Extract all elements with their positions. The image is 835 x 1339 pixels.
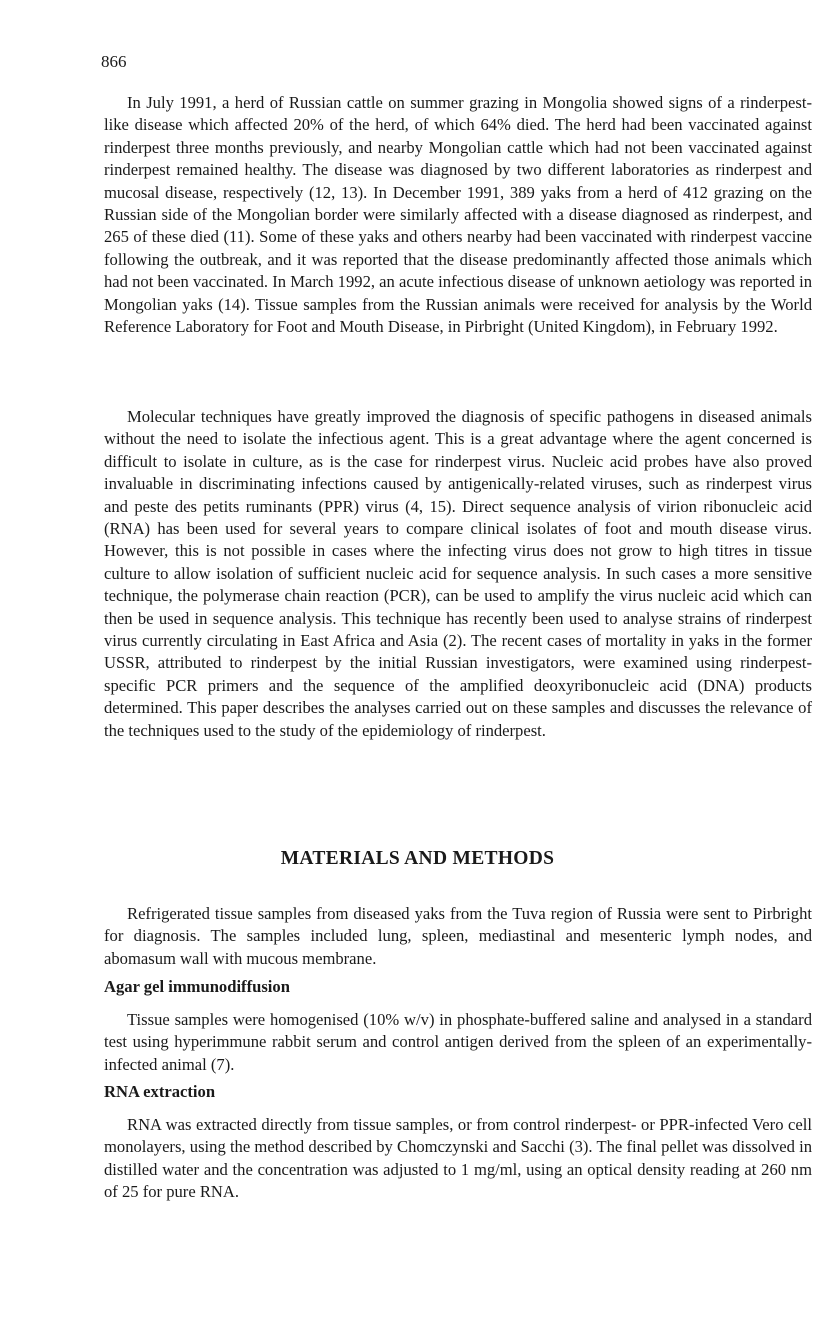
- methods-intro-paragraph: [104, 903, 812, 970]
- subheading-agar-gel: Agar gel immunodiffusion: [104, 977, 290, 996]
- paragraph-text: Tissue samples were homogenised (10% w/v) in phosphate-buffered saline and analysed in a standard test using hyperimmune rabbit serum and control antigen derived from the spleen of an experimentally-infected animal (7).: [104, 1010, 812, 1074]
- agar-gel-paragraph: [104, 1009, 812, 1076]
- paragraph-text: RNA was extracted directly from tissue samples, or from control rinderpest- or PPR-infected Vero cell monolayers, using the method described by Chomczynski and Sacchi (3). The final pellet was dissolved in distilled water and the concentration was adjusted to 1 mg/ml, using an optical density reading at 260 nm of 25 for pure RNA.: [104, 1115, 812, 1202]
- intro-paragraph-1: [104, 92, 812, 338]
- paragraph-text: In July 1991, a herd of Russian cattle on summer grazing in Mongolia showed signs of a rinderpest-like disease which affected 20% of the herd, of which 64% died. The herd had been vaccinated against rinderpest three months previously, and nearby Mongolian cattle which had not been vaccinated against rinderpest remained healthy. The disease was diagnosed by two different laboratories as rinderpest and mucosal disease, respectively (12, 13). In December 1991, 389 yaks from a herd of 412 grazing on the Russian side of the Mongolian border were similarly affected with a disease diagnosed as rinderpest, and 265 of these died (11). Some of these yaks and others nearby had been vaccinated with rinderpest vaccine following the outbreak, and it was reported that the disease predominantly affected those animals which had not been vaccinated. In March 1992, an acute infectious disease of unknown aetiology was reported in Mongolian yaks (14). Tissue samples from the Russian animals were received for analysis by the World Reference Laboratory for Foot and Mouth Disease, in Pirbright (United Kingdom), in February 1992.: [104, 93, 812, 337]
- paragraph-text: Refrigerated tissue samples from diseased yaks from the Tuva region of Russia were sent to Pirbright for diagnosis. The samples included lung, spleen, mediastinal and mesenteric lymph nodes, and abomasum wall with mucous membrane.: [104, 904, 812, 968]
- intro-paragraph-2: [104, 406, 812, 742]
- rna-extraction-paragraph: [104, 1114, 812, 1204]
- subheading-rna-extraction: RNA extraction: [104, 1082, 216, 1101]
- page-number: 866: [101, 52, 127, 71]
- section-heading-materials-methods: MATERIALS AND METHODS: [280, 848, 555, 869]
- paragraph-text: Molecular techniques have greatly improved the diagnosis of specific pathogens in diseased animals without the need to isolate the infectious agent. This is a great advantage where the agent concerned is difficult to isolate in culture, as is the case for rinderpest virus. Nucleic acid probes have also proved invaluable in discriminating infections caused by antigenically-related viruses, such as rinderpest virus and peste des petits ruminants (PPR) virus (4, 15). Direct sequence analysis of virion ribonucleic acid (RNA) has been used for several years to compare clinical isolates of foot and mouth disease virus. However, this is not possible in cases where the infecting virus does not grow to high titres in tissue culture to allow isolation of sufficient nucleic acid for sequence analysis. In such cases a more sensitive technique, the polymerase chain reaction (PCR), can be used to amplify the virus nucleic acid which can then be used in sequence analysis. This technique has recently been used to analyse strains of rinderpest virus currently circulating in East Africa and Asia (2). The recent cases of mortality in yaks in the former USSR, attributed to rinderpest by the initial Russian investigators, were examined using rinderpest-specific PCR primers and the sequence of the amplified deoxyribonucleic acid (DNA) products determined. This paper describes the analyses carried out on these samples and discusses the relevance of the techniques used to the study of the epidemiology of rinderpest.: [104, 407, 812, 740]
